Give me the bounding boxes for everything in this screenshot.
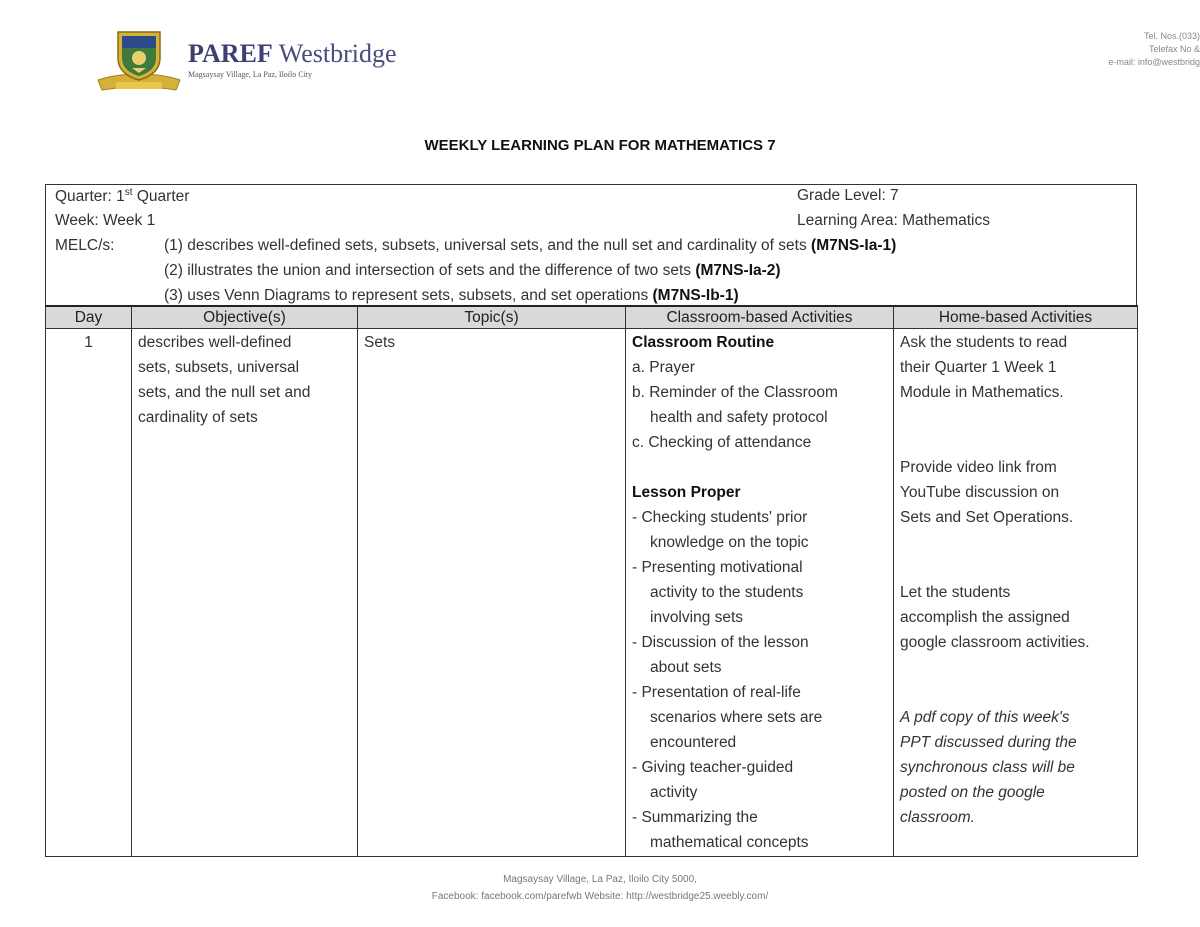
learning-plan-table <box>45 305 1138 857</box>
school-name: PAREF Westbridge <box>188 39 397 68</box>
activity-line: - Checking students' prior <box>632 509 808 526</box>
home-activities-cell <box>894 329 1138 857</box>
document-title: WEEKLY LEARNING PLAN FOR MATHEMATICS 7 <box>424 137 776 154</box>
grade-level-field: Grade Level: 7 <box>797 187 899 204</box>
column-header: Home-based Activities <box>894 306 1138 329</box>
home-line: Let the students <box>900 584 1011 601</box>
activity-line: - Giving teacher-guided <box>632 759 794 776</box>
classroom-activities-cell <box>626 329 894 857</box>
footer-address: Magsaysay Village, La Paz, Iloilo City 5000, <box>503 874 697 885</box>
day-cell: 1 <box>46 329 132 857</box>
table-header-row <box>46 306 1138 329</box>
activity-line: - Discussion of the lesson <box>632 634 809 651</box>
home-line: YouTube discussion on <box>900 484 1060 501</box>
topic-cell: Sets <box>358 329 626 857</box>
plan-info-box <box>45 184 1137 305</box>
objective-line: sets, and the null set and <box>138 384 311 401</box>
school-brand <box>188 40 397 79</box>
letterhead <box>96 28 1200 94</box>
objective-line: sets, subsets, universal <box>138 359 300 376</box>
activity-line: - Presenting motivational <box>632 559 803 576</box>
spacer <box>900 555 1131 580</box>
contact-line: e-mail: info@westbridg <box>1108 57 1200 67</box>
activity-line: a. Prayer <box>632 359 695 376</box>
home-note-line: PPT discussed during the <box>900 734 1077 751</box>
quarter-field: Quarter: 1st Quarter <box>55 187 190 206</box>
home-line: Provide video link from <box>900 459 1057 476</box>
routine-heading: Classroom Routine <box>632 334 775 351</box>
home-line: Module in Mathematics. <box>900 384 1064 401</box>
activity-line: scenarios where sets are <box>650 709 823 726</box>
home-note-line: classroom. <box>900 809 975 826</box>
activity-line: - Summarizing the <box>632 809 758 826</box>
activity-line: about sets <box>650 659 722 676</box>
activity-line: involving sets <box>650 609 744 626</box>
spacer <box>900 405 1131 430</box>
school-crest-icon <box>96 28 182 94</box>
activity-line: c. Checking of attendance <box>632 434 812 451</box>
table-row <box>46 329 1138 857</box>
objective-line: cardinality of sets <box>138 409 258 426</box>
spacer <box>632 455 887 480</box>
week-field: Week: Week 1 <box>55 212 156 229</box>
activity-line: health and safety protocol <box>650 409 828 426</box>
column-header: Topic(s) <box>358 306 626 329</box>
objective-cell <box>132 329 358 857</box>
home-note-line: posted on the google <box>900 784 1045 801</box>
contact-line: Telefax No & <box>1148 44 1200 54</box>
column-header: Objective(s) <box>132 306 358 329</box>
home-line: accomplish the assigned <box>900 609 1070 626</box>
column-header: Day <box>46 306 132 329</box>
column-header: Classroom-based Activities <box>626 306 894 329</box>
melc-item: (2) illustrates the union and intersection of sets and the difference of two sets (M7NS-Ia-2) <box>164 262 781 279</box>
melc-item: (1) describes well-defined sets, subsets, universal sets, and the null set and cardinality of sets (M7NS-Ia-1) <box>164 237 897 254</box>
activity-line: - Presentation of real-life <box>632 684 801 701</box>
activity-line: encountered <box>650 734 737 751</box>
home-note-line: A pdf copy of this week's <box>900 709 1070 726</box>
spacer <box>900 430 1131 455</box>
melc-label: MELC/s: <box>55 237 115 254</box>
home-line: Ask the students to read <box>900 334 1068 351</box>
home-line: their Quarter 1 Week 1 <box>900 359 1057 376</box>
activity-line: mathematical concepts <box>650 834 809 851</box>
home-line: Sets and Set Operations. <box>900 509 1074 526</box>
objective-line: describes well-defined <box>138 334 292 351</box>
contact-info <box>1108 30 1200 69</box>
home-note-line: synchronous class will be <box>900 759 1075 776</box>
activity-line: activity <box>650 784 698 801</box>
spacer <box>900 655 1131 680</box>
contact-line: Tel. Nos.(033) <box>1143 31 1200 41</box>
lesson-heading: Lesson Proper <box>632 484 741 501</box>
melc-item: (3) uses Venn Diagrams to represent sets, subsets, and set operations (M7NS-Ib-1) <box>164 287 739 304</box>
school-address: Magsaysay Village, La Paz, Iloilo City <box>188 70 313 79</box>
activity-line: b. Reminder of the Classroom <box>632 384 838 401</box>
learning-area-field: Learning Area: Mathematics <box>797 212 990 229</box>
activity-line: activity to the students <box>650 584 804 601</box>
activity-line: knowledge on the topic <box>650 534 809 551</box>
page-footer <box>0 871 1200 905</box>
spacer <box>900 680 1131 705</box>
footer-links: Facebook: facebook.com/parefwb Website: http://westbridge25.weebly.com/ <box>431 891 769 902</box>
home-line: google classroom activities. <box>900 634 1090 651</box>
spacer <box>900 530 1131 555</box>
